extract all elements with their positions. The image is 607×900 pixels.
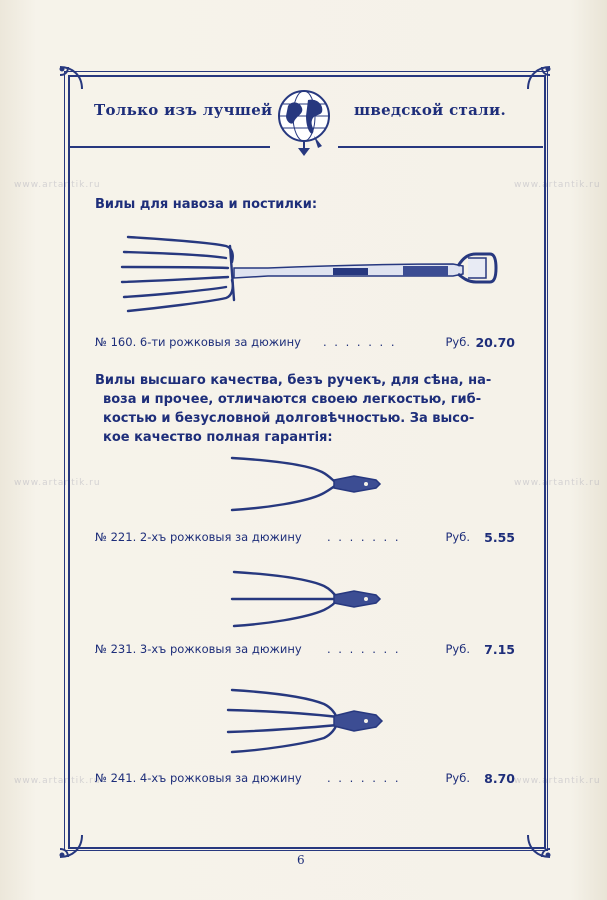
fork-4-tine-illustration xyxy=(224,684,388,758)
page-number: 6 xyxy=(297,853,305,867)
leader-dots: . . . . . . . xyxy=(323,335,397,349)
header-rule-right xyxy=(338,146,543,148)
header-right-text: шведской стали. xyxy=(354,101,506,119)
header-rule-left xyxy=(68,146,270,148)
corner-ornament-icon xyxy=(526,63,554,91)
globe-emblem-icon xyxy=(274,86,334,158)
description-paragraph xyxy=(95,371,515,447)
paragraph-line: Вилы высшаго качества, безъ ручекъ, для сѣна, на- xyxy=(95,373,492,388)
item-description: № 241. 4-хъ рожковыя за дюжину xyxy=(95,771,302,785)
item-description: № 221. 2-хъ рожковыя за дюжину xyxy=(95,530,302,544)
section-title-manure-forks: Вилы для навоза и постилки: xyxy=(95,197,318,212)
currency-label: Руб. xyxy=(445,771,470,785)
watermark: www.artantik.ru xyxy=(514,180,601,190)
item-price: 7.15 xyxy=(484,642,515,657)
corner-ornament-icon xyxy=(56,63,84,91)
paragraph-line: костью и безусловной долговѣчностью. За высо- xyxy=(103,411,475,426)
currency-label: Руб. xyxy=(445,642,470,656)
manure-fork-6-tine-illustration xyxy=(118,228,498,320)
leader-dots: . . . . . . . xyxy=(327,771,401,785)
header-left-text: Только изъ лучшей xyxy=(94,101,273,119)
watermark: www.artantik.ru xyxy=(514,776,601,786)
fork-3-tine-illustration xyxy=(226,566,386,632)
paragraph-line: воза и прочее, отличаются своею легкостью, гиб- xyxy=(103,392,482,407)
watermark: www.artantik.ru xyxy=(14,478,101,488)
watermark: www.artantik.ru xyxy=(14,180,101,190)
paragraph-line: кое качество полная гарантія: xyxy=(103,430,333,445)
watermark: www.artantik.ru xyxy=(514,478,601,488)
currency-label: Руб. xyxy=(445,335,470,349)
leader-dots: . . . . . . . xyxy=(327,642,401,656)
item-price: 20.70 xyxy=(475,335,515,350)
watermark: www.artantik.ru xyxy=(14,776,101,786)
leader-dots: . . . . . . . xyxy=(327,530,401,544)
corner-ornament-icon xyxy=(526,833,554,861)
corner-ornament-icon xyxy=(56,833,84,861)
item-price: 8.70 xyxy=(484,771,515,786)
currency-label: Руб. xyxy=(445,530,470,544)
item-description: № 231. 3-хъ рожковыя за дюжину xyxy=(95,642,302,656)
item-price: 5.55 xyxy=(484,530,515,545)
fork-2-tine-illustration xyxy=(226,452,386,516)
item-description: № 160. 6-ти рожковыя за дюжину xyxy=(95,335,301,349)
